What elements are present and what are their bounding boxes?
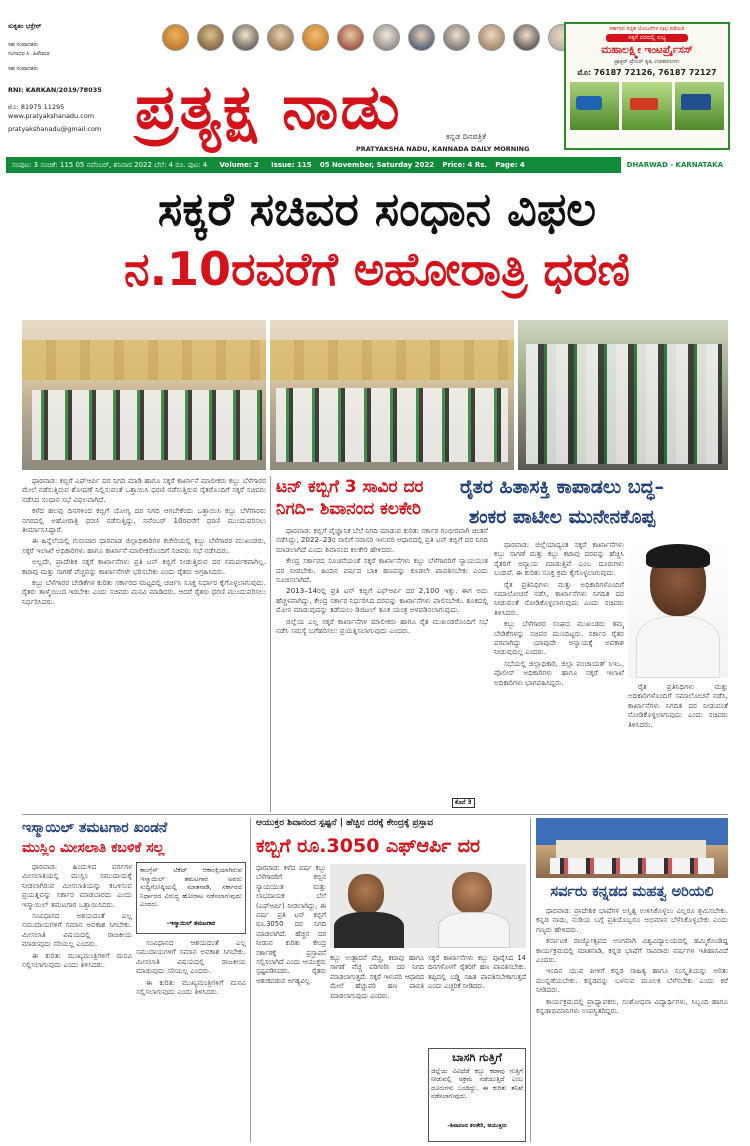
- paragraph: ಜಿಲ್ಲೆಯ ಎಲ್ಲ ಸಕ್ಕರೆ ಕಾರ್ಖಾನೆಗಳ ಮಾಲೀಕರು ಹಾಗೂ ರೈತ ಮುಖಂಡರೊಂದಿಗೆ ಸಭೆ ನಡೆಸಿ ಸಮಸ್ಯೆ ಬಗೆಹರಿಸಲು ಪ್ರಯತ್ನಿಸಲಾಗುವುದು ಎಂದರು.: [276, 616, 488, 636]
- frp-story-headline[interactable]: ಕಬ್ಬಿಗೆ ರೂ.3050 ಎಫ್ಆರ್ಪಿ ದರ: [256, 835, 481, 857]
- paragraph: ಧಾರವಾಡ: ಕಬ್ಬಿಗೆ ಎಫ್ಆರ್ಪಿ ದರ ನಿಗದಿ ಮಾಡಿ ಹಾಗೂ ಸಕ್ಕರೆ ಕಾರ್ಖಾನೆ ಮಾಲೀಕರು ಕಬ್ಬು ಬೆಳೆಗಾರರ ಮೇಲೆ ನಡೆಸುತ್ತಿರುವ ಶೋಷಣೆ ನಿಲ್ಲಿಸುವಂತೆ ಒತ್ತಾಯಿಸಿ ಧರಣಿ ನಡೆಸುತ್ತಿರುವ ರೈತರೊಂದಿಗೆ ಸಕ್ಕರೆ ಸಚಿವರು ನಡೆಸಿದ ಸಂಧಾನ ಸಭೆ ವಿಫಲವಾಗಿದೆ.: [22, 476, 266, 504]
- frp-boxed-note: [428, 1048, 526, 1142]
- column-divider: [250, 818, 251, 1142]
- minister-portrait: [628, 538, 728, 678]
- frp-story-body-continued: ಸಕ್ಕರೆ ಕಾರ್ಖಾನೆಗಳು ಕಬ್ಬು ಪೂರೈಸಿದ 14 ದಿನಗಳೊಳಗೆ ರೈತರಿಗೆ ಹಣ ಪಾವತಿಸಬೇಕು. ತಪ್ಪಿದಲ್ಲಿ ಬಡ್ಡಿ ಸಹಿತ ಪಾವತಿಸಬೇಕಾಗುತ್ತದೆ ಎಂದು ಎಚ್ಚರಿಕೆ ನೀಡಿದರು.: [428, 954, 526, 991]
- ismail-quote-box: [136, 862, 246, 934]
- event-photo: [536, 818, 728, 878]
- masthead-left-info: [8, 22, 108, 134]
- boxed-note-title: ಬಾಸಗಿ ಗುತ್ತಿಗೆ: [452, 1051, 502, 1064]
- ad-product-image: [570, 82, 619, 130]
- issue-volume: Volume: 2: [219, 161, 259, 169]
- cane-story-headline[interactable]: ಟನ್ ಕಬ್ಬಿಗೆ 3 ಸಾವಿರ ದರ: [276, 477, 424, 497]
- rni-number: RNI: KARKAN/2019/78035: [8, 86, 102, 94]
- ismail-quote-caption: –ಇಸ್ಮಾಯಿಲ್ ತಮಟಗಾರ: [166, 920, 216, 927]
- frp-story-kicker[interactable]: ಆಯುಕ್ತರ ಶಿವಾನಂದ ಸ್ಪಷ್ಟನೆ | ಹೆಚ್ಚಿನ ದರಕ್ಕೆ ಕೇಂದ್ರಕ್ಕೆ ಪ್ರಸ್ತಾವ: [256, 818, 434, 828]
- issue-page: Page: 4: [495, 161, 525, 169]
- ismail-story-subheadline[interactable]: ಮುಸ್ಲಿಂ ಮೀಸಲಾತಿ ಕಬಳಿಕೆ ಸಲ್ಲ: [22, 840, 165, 856]
- advertisement[interactable]: [564, 22, 730, 150]
- lead-headline[interactable]: ಸಕ್ಕರೆ ಸಚಿವರ ಸಂಧಾನ ವಿಫಲ: [157, 182, 597, 236]
- issue-number: Issue: 115: [271, 161, 312, 169]
- paragraph: ಕಬ್ಬು ಬೆಳೆಗಾರರ ಬೇಡಿಕೆಗಳ ಕುರಿತು ಸರ್ಕಾರದ ಮಟ್ಟದಲ್ಲಿ ಚರ್ಚಿಸಿ ಸೂಕ್ತ ನಿರ್ಧಾರ ಕೈಗೊಳ್ಳಲಾಗುವುದು. ರೈತರು ತಾಳ್ಮೆಯಿಂದ ಇರಬೇಕು ಎಂದು ಸಚಿವರು ಮನವಿ ಮಾಡಿದರು. ಆದರೆ ರೈತರು ಧರಣಿ ಮುಂದುವರಿಸಲು ನಿರ್ಧರಿಸಿದರು.: [22, 578, 266, 606]
- boxed-note-caption: –ಶಿವಾನಂದ ಕಲಕೇರಿ, ಆಯುಕ್ತರು: [447, 1123, 507, 1129]
- paragraph: ರೈತ ಪ್ರತಿನಿಧಿಗಳು ಮತ್ತು ಅಧಿಕಾರಿಗಳೊಂದಿಗೆ ಸಮಾಲೋಚನೆ ನಡೆಸಿ, ಕಾರ್ಖಾನೆಗಳು ನಿಗದಿತ ದರ ನೀಡುವಂತೆ ನೋಡಿಕೊಳ್ಳಲಾಗುವುದು ಎಂದು ಸಚಿವರು ತಿಳಿಸಿದರು.: [628, 682, 728, 729]
- frp-story-body: ಧಾರವಾಡ: ಕಳೆದ ವರ್ಷ ಕಬ್ಬು ಬೆಳೆಗಾರರಿಗೆ ಕಬ್ಬಿನ ನ್ಯಾಯಯುತ ಮತ್ತು ಲಾಭದಾಯಕ ಬೆಲೆ (ಎಫ್ಆರ್ಪಿ) ನೀಡಲಾಗಿದ್ದು, ಈ ವರ್ಷ ಪ್ರತಿ ಟನ್ ಕಬ್ಬಿಗೆ ರೂ.3050 ದರ ನಿಗದಿ ಮಾಡಲಾಗಿದೆ. ಹೆಚ್ಚಿನ ದರ ನೀಡುವ ಕುರಿತು ಕೇಂದ್ರ ಸರ್ಕಾರಕ್ಕೆ ಪ್ರಸ್ತಾವನೆ ಸಲ್ಲಿಸಲಾಗಿದೆ ಎಂದು ಆಯುಕ್ತರು ಸ್ಪಷ್ಟಪಡಿಸಿದರು. ರೈತರು ಆತಂಕಪಡುವ ಅಗತ್ಯವಿಲ್ಲ.: [256, 864, 326, 985]
- masthead-left-line: ಸುಕೃತಂ ಭಕ್ತೇರ್: [8, 22, 42, 30]
- paragraph: ಧಾರವಾಡ: ಹಿಂದುಳಿದ ವರ್ಗಗಳ ಮೀಸಲಾತಿಯಲ್ಲಿ ಮುಸ್ಲಿಂ ಸಮುದಾಯಕ್ಕೆ ನೀಡಲಾಗಿರುವ ಮೀಸಲಾತಿಯನ್ನು ಕಬಳಿಸುವ ಪ್ರಯತ್ನವನ್ನು ಸರ್ಕಾರ ಮಾಡಬಾರದು ಎಂದು ಇಸ್ಮಾಯಿಲ್ ತಮಟಗಾರ ಒತ್ತಾಯಿಸಿದರು.: [22, 862, 132, 909]
- ad-badge: ಸಕ್ಕರೆ ದರದಲ್ಲಿ ಲಭ್ಯ: [606, 34, 688, 42]
- paragraph: ಈ ಕುರಿತು ಮುಖ್ಯಮಂತ್ರಿಗಳಿಗೆ ಮನವಿ ಸಲ್ಲಿಸಲಾಗುವುದು ಎಂದು ತಿಳಿಸಿದರು.: [136, 977, 246, 997]
- kannada-story-body: [536, 906, 728, 1142]
- paragraph: ಕಾರ್ಯಕ್ರಮದಲ್ಲಿ ಪ್ರಾಧ್ಯಾಪಕರು, ಸಂಶೋಧನಾ ವಿದ್ಯಾರ್ಥಿಗಳು, ಸಿಬ್ಬಂದಿ ಹಾಗೂ ಕನ್ನಡಾಭಿಮಾನಿಗಳು ಉಪಸ್ಥಿತರಿದ್ದರು.: [536, 996, 728, 1016]
- issue-info-bar: [6, 157, 729, 173]
- masthead-left-line: ಸಹ ಸಂಪಾದಕರು: [8, 66, 38, 72]
- mobile-number: ಮೊ: 81975 11295: [8, 103, 65, 111]
- paragraph: ಸಂವಿಧಾನದ ಆಶಯದಂತೆ ಎಲ್ಲ ಸಮುದಾಯಗಳಿಗೆ ಸಮಾನ ಅವಕಾಶ ಸಿಗಬೇಕು. ಮೀಸಲಾತಿ ವಿಷಯದಲ್ಲಿ ರಾಜಕೀಯ ಮಾಡುವುದು ಸರಿಯಲ್ಲ ಎಂದರು.: [22, 911, 132, 949]
- cane-story-subheadline[interactable]: ನಿಗದಿ– ಶಿವಾನಂದ ಕಲಕೇರಿ: [276, 499, 422, 519]
- masthead-left-line: ಸಹ ಸಂಪಾದಕರು: [8, 42, 38, 48]
- paragraph: ಈ ಕುರಿತು ಮುಖ್ಯಮಂತ್ರಿಗಳಿಗೆ ಮನವಿ ಸಲ್ಲಿಸಲಾಗುವುದು ಎಂದು ತಿಳಿಸಿದರು.: [22, 950, 132, 970]
- frp-story-body-continued: ಕಬ್ಬು ಉತ್ಪಾದನೆ ವೆಚ್ಚ, ಕಟಾವು ಹಾಗೂ ಸಾಗಣೆ ವೆಚ್ಚ ಪರಿಗಣಿಸಿ ದರ ನಿಗದಿ ಮಾಡಲಾಗುತ್ತದೆ. ಸಕ್ಕರೆ ಇಳುವರಿ ಆಧಾರದ ಮೇಲೆ ಹೆಚ್ಚುವರಿ ಹಣ ಪಾವತಿ ಮಾಡಲಾಗುವುದು ಎಂದರು.: [330, 954, 424, 1000]
- protest-photo: [22, 320, 266, 470]
- cane-story-body: [276, 526, 488, 798]
- portrait-image: [337, 24, 364, 51]
- portrait-image: [408, 24, 435, 51]
- ismail-quote-text: ಕಾಂಗ್ರೆಸ್ ಟಿಕೆಟ್ ಆಕಾಂಕ್ಷಿಯಾಗಿರುವ ಇಸ್ಮಾಯಿಲ್ ತಮಟಗಾರ ಅವರು ಸುದ್ದಿಗೋಷ್ಠಿಯಲ್ಲಿ ಮಾತನಾಡಿ, ಸರ್ಕಾರದ ನಿರ್ಧಾರದ ವಿರುದ್ಧ ಹೋರಾಟ ನಡೆಸಲಾಗುವುದು ಎಂದರು.: [140, 866, 242, 909]
- farmers-story-subheadline[interactable]: ಶಂಕರ ಪಾಟೀಲ ಮುನೇನಕೊಪ್ಪ: [468, 506, 656, 528]
- paragraph: ಧಾರವಾಡ: ಪ್ರಾದೇಶಿಕ ಭಾಷೆಗಳ ಅಸ್ತಿತ್ವ ಉಳಿಸಿಕೊಳ್ಳಲು ಎಲ್ಲರೂ ಶ್ರಮಿಸಬೇಕು. ಕನ್ನಡ ನಾಡು, ನುಡಿಯ ಬಗ್ಗೆ ಪ್ರತಿಯೊಬ್ಬರೂ ಅಭಿಮಾನ ಬೆಳೆಸಿಕೊಳ್ಳಬೇಕು ಎಂದು ಗಣ್ಯರು ಹೇಳಿದರು.: [536, 906, 728, 934]
- paragraph: ಧಾರವಾಡ: ಜಿಲ್ಲೆಯಾದ್ಯಂತ ಸಕ್ಕರೆ ಕಾರ್ಖಾನೆಗಳು ಕಬ್ಬು ಸಾಗಣೆ ಮತ್ತು ಕಬ್ಬು ಕಟಾವು ದರವನ್ನು ಹೆಚ್ಚಿಸಿ ರೈತರಿಗೆ ಅನ್ಯಾಯ ಮಾಡುತ್ತಿವೆ ಎಂಬ ದೂರುಗಳು ಬಂದಿವೆ. ಈ ಕುರಿತು ಸೂಕ್ತ ಕ್ರಮ ಕೈಗೊಳ್ಳಲಾಗುವುದು.: [494, 540, 624, 578]
- website-link[interactable]: www.pratyakshanadu.com: [8, 112, 95, 120]
- ad-product-image: [675, 82, 724, 130]
- ad-line: ಸರ್ಕಾರದ ಸಬ್ಸಿಡಿ ಯೋಜನೆಗಳ ಲಾಭ ಪಡೆಯಿರಿ: [609, 26, 685, 32]
- column-divider: [530, 818, 531, 1142]
- paragraph: ಇಂದಿನ ಯುವ ಪೀಳಿಗೆ ಕನ್ನಡ ಸಾಹಿತ್ಯ ಹಾಗೂ ಸಂಸ್ಕೃತಿಯನ್ನು ಅರಿತು ಮುನ್ನಡೆಯಬೇಕು. ಕನ್ನಡವನ್ನು ಬಳಸುವ ಮೂಲಕ ಬೆಳೆಸಬೇಕು ಎಂದು ಕರೆ ನೀಡಿದರು.: [536, 966, 728, 995]
- issue-date: 05 November, Saturday 2022: [319, 161, 435, 169]
- email-link[interactable]: pratyakshanadu@gmail.com: [8, 125, 102, 133]
- officials-photo: [330, 864, 526, 948]
- issue-kannada: ಸಂಪುಟ: 3 ಸಂಚಿಕೆ: 115 05 ನವೆಂಬರ್, ಶನಿವಾರ 2022 ಬೆಲೆ: 4 ರೂ. ಪುಟ: 4: [12, 161, 208, 169]
- boxed-note-text: ಜಿಲ್ಲೆಯ ವಿವಿಧೆಡೆ ಕಬ್ಬು ಕಟಾವು ಗುತ್ತಿಗೆ ನೀಡುವಲ್ಲಿ ಅಕ್ರಮ ನಡೆಯುತ್ತಿದೆ ಎಂಬ ದೂರುಗಳು ಬಂದಿದ್ದು, ಈ ಕುರಿತು ತನಿಖೆ ನಡೆಸಲಾಗುವುದು.: [431, 1067, 523, 1101]
- ad-title: ಮಹಾಲಕ್ಷ್ಮೀ ಇಂಟರ್ಪ್ರೈಸಸ್: [601, 44, 693, 56]
- lead-subheadline[interactable]: ನ.10ರವರೆಗೆ ಅಹೋರಾತ್ರಿ ಧರಣಿ: [124, 242, 630, 296]
- ad-phone: ಮೊ: 76187 72126, 76187 72127: [577, 68, 717, 77]
- protest-photo: [270, 320, 514, 470]
- masthead-title: ಪ್ರತ್ಯಕ್ಷ ನಾಡು: [135, 70, 402, 143]
- ismail-story-body: [22, 862, 132, 1142]
- masthead-tagline: ಕನ್ನಡ ದಿನಪತ್ರಿಕೆ: [446, 132, 487, 141]
- lead-story-body: [22, 476, 266, 812]
- portrait-image: [232, 24, 259, 51]
- kannada-story-headline[interactable]: ಸರ್ವರು ಕನ್ನಡದ ಮಹತ್ವ ಅರಿಯಲಿ: [550, 884, 714, 900]
- issue-price: Price: 4 Rs.: [442, 161, 488, 169]
- paragraph: ಅಲ್ಲದೇ, ಪ್ರಾದೇಶಿಕ ಸಕ್ಕರೆ ಕಾರ್ಖಾನೆಗಳು ಪ್ರತಿ ಟನ್ ಕಬ್ಬಿಗೆ ನೀಡುತ್ತಿರುವ ದರ ಸಮರ್ಪಕವಾಗಿಲ್ಲ. ಕಟಾವು ಮತ್ತು ಸಾಗಣೆ ವೆಚ್ಚವನ್ನು ಕಾರ್ಖಾನೆಗಳೇ ಭರಿಸಬೇಕು ಎಂದು ರೈತರು ಆಗ್ರಹಿಸಿದರು.: [22, 557, 266, 576]
- masthead-left-line: ಗಂಗಾಧರ ಸಿ. ಹಿರೇಮಠ: [8, 51, 50, 57]
- column-divider: [270, 476, 271, 812]
- portrait-image: [443, 24, 470, 51]
- paragraph: ಧಾರವಾಡ: ಕಬ್ಬಿಗೆ ವೈಜ್ಞಾನಿಕ ಬೆಲೆ ನಿಗದಿ ಮಾಡುವ ಕುರಿತು ಸರ್ಕಾರ ಗಂಭೀರವಾಗಿ ಚಿಂತನೆ ನಡೆಸಿದ್ದು, 2022–23ರ ಸಾಲಿಗೆ ಸರಾಸರಿ ಇಳುವರಿ ಆಧಾರದಲ್ಲಿ ಪ್ರತಿ ಟನ್ ಕಬ್ಬಿಗೆ ದರ ನಿಗದಿ ಮಾಡಲಾಗಿದೆ ಎಂದು ಶಿವಾನಂದ ಕಲಕೇರಿ ಹೇಳಿದರು.: [276, 526, 488, 554]
- portrait-image: [162, 24, 189, 51]
- section-divider: [22, 814, 728, 815]
- portrait-image: [267, 24, 294, 51]
- ismail-story-headline[interactable]: ಇಸ್ಮಾಯಿಲ್ ತಮಟಗಾರ ಖಂಡನೆ: [22, 820, 168, 836]
- issue-place: DHARWAD - KARNATAKA: [621, 157, 729, 173]
- paragraph: ಕರ್ನಾಟಕ ರಾಜ್ಯೋತ್ಸವದ ಅಂಗವಾಗಿ ವಿಶ್ವವಿದ್ಯಾಲಯದಲ್ಲಿ ಹಮ್ಮಿಕೊಂಡಿದ್ದ ಕಾರ್ಯಕ್ರಮದಲ್ಲಿ ಮಾತನಾಡಿ, ಕನ್ನಡ ಭಾಷೆಗೆ ಸಾವಿರಾರು ವರ್ಷಗಳ ಇತಿಹಾಸವಿದೆ ಎಂದರು.: [536, 936, 728, 965]
- farmers-story-headline[interactable]: ರೈತರ ಹಿತಾಸಕ್ತಿ ಕಾಪಾಡಲು ಬದ್ಧ–: [460, 476, 664, 498]
- ismail-story-body-continued: [136, 938, 246, 1142]
- continued-label[interactable]: ಕೊನೆ 3: [452, 798, 475, 808]
- paragraph: ಸಭೆಯಲ್ಲಿ ಜಿಲ್ಲಾಧಿಕಾರಿ, ಜಿಲ್ಲಾ ಪಂಚಾಯತ್ ಸಿಇಒ, ಪೊಲೀಸ್ ಅಧಿಕಾರಿಗಳು ಹಾಗೂ ಸಕ್ಕರೆ ಇಲಾಖೆ ಅಧಿಕಾರಿಗಳು ಭಾಗವಹಿಸಿದ್ದರು.: [494, 658, 624, 687]
- farmers-story-body-continued: [628, 682, 728, 812]
- farmers-story-body: [494, 540, 624, 810]
- protest-photo: [518, 320, 728, 470]
- paragraph: ಕಳೆದ ಹಲವು ದಿನಗಳಿಂದ ಕಬ್ಬಿಗೆ ಯೋಗ್ಯ ದರ ನಿಗದಿ ಆಗಬೇಕೆಂದು ಒತ್ತಾಯಿಸಿ ಕಬ್ಬು ಬೆಳೆಗಾರರು ನಗರದಲ್ಲಿ ಅಹೋರಾತ್ರಿ ಧರಣಿ ನಡೆಸುತ್ತಿದ್ದು, ನವೆಂಬರ್ 10ರವರೆಗೆ ಧರಣಿ ಮುಂದುವರಿಸಲು ತೀರ್ಮಾನಿಸಿದ್ದಾರೆ.: [22, 506, 266, 535]
- masthead-english: PRATYAKSHA NADU, KANNADA DAILY MORNING: [356, 145, 530, 153]
- paragraph: ಈ ಹಿನ್ನೆಲೆಯಲ್ಲಿ ಗುರುವಾರ ಧಾರವಾಡ ಜಿಲ್ಲಾಧಿಕಾರಿಗಳ ಕಚೇರಿಯಲ್ಲಿ ಕಬ್ಬು ಬೆಳೆಗಾರರ ಮುಖಂಡರು, ಸಕ್ಕರೆ ಇಲಾಖೆ ಅಧಿಕಾರಿಗಳು ಹಾಗೂ ಕಾರ್ಖಾನೆ ಮಾಲೀಕರೊಂದಿಗೆ ಸಚಿವರು ಸಭೆ ನಡೆಸಿದರು.: [22, 536, 266, 555]
- paragraph: 2013–14ರಲ್ಲಿ ಪ್ರತಿ ಟನ್ ಕಬ್ಬಿಗೆ ಎಫ್ಆರ್ಪಿ ದರ 2,100 ಇತ್ತು. ಈಗ ಅದು ಹೆಚ್ಚಳವಾಗಿದ್ದು, ಕೇಂದ್ರ ಸರ್ಕಾರ ನಿರ್ಧರಿಸಿದ ದರವನ್ನು ಕಾರ್ಖಾನೆಗಳು ಪಾಲಿಸಬೇಕು. ತೂಕದಲ್ಲಿ ಮೋಸ ಮಾಡುವುದನ್ನು ತಡೆಯಲು ಡಿಜಿಟಲ್ ತೂಕ ಯಂತ್ರ ಅಳವಡಿಸಲಾಗುವುದು.: [276, 586, 488, 615]
- ad-product-images: [570, 82, 724, 130]
- portrait-image: [478, 24, 505, 51]
- paragraph: ಕೇಂದ್ರ ಸರ್ಕಾರದ ಸೂಚನೆಯಂತೆ ಸಕ್ಕರೆ ಕಾರ್ಖಾನೆಗಳು ಕಬ್ಬು ಬೆಳೆಗಾರರಿಗೆ ನ್ಯಾಯಯುತ ದರ ನೀಡಬೇಕು. ಹಿಂದಿನ ವರ್ಷದ ಬಾಕಿ ಹಣವನ್ನು ಕೂಡಲೇ ಪಾವತಿಸಬೇಕು ಎಂದು ಸೂಚಿಸಲಾಗಿದೆ.: [276, 556, 488, 585]
- portrait-strip: [162, 24, 542, 54]
- portrait-image: [302, 24, 329, 51]
- paragraph: ಕಬ್ಬು ಬೆಳೆಗಾರರ ಸಂಘದ ಮುಖಂಡರು ತಮ್ಮ ಬೇಡಿಕೆಗಳನ್ನು ಸಚಿವರ ಮುಂದಿಟ್ಟರು. ಸರ್ಕಾರ ರೈತರ ಪರವಾಗಿದ್ದು ಯಾವುದೇ ಅನ್ಯಾಯಕ್ಕೆ ಅವಕಾಶ ನೀಡುವುದಿಲ್ಲ ಎಂದರು.: [494, 619, 624, 657]
- ad-line: ಟ್ರಾಕ್ಟರ್ ಟ್ರೇಲರ್ ಕೃಷಿ ಉಪಕರಣಗಳು: [614, 59, 680, 65]
- paragraph: ಸಂವಿಧಾನದ ಆಶಯದಂತೆ ಎಲ್ಲ ಸಮುದಾಯಗಳಿಗೆ ಸಮಾನ ಅವಕಾಶ ಸಿಗಬೇಕು. ಮೀಸಲಾತಿ ವಿಷಯದಲ್ಲಿ ರಾಜಕೀಯ ಮಾಡುವುದು ಸರಿಯಲ್ಲ ಎಂದರು.: [136, 938, 246, 976]
- portrait-image: [197, 24, 224, 51]
- ad-product-image: [622, 82, 671, 130]
- portrait-image: [373, 24, 400, 51]
- portrait-image: [513, 24, 540, 51]
- paragraph: ರೈತ ಪ್ರತಿನಿಧಿಗಳು ಮತ್ತು ಅಧಿಕಾರಿಗಳೊಂದಿಗೆ ಸಮಾಲೋಚನೆ ನಡೆಸಿ, ಕಾರ್ಖಾನೆಗಳು ನಿಗದಿತ ದರ ನೀಡುವಂತೆ ನೋಡಿಕೊಳ್ಳಲಾಗುವುದು ಎಂದು ಸಚಿವರು ತಿಳಿಸಿದರು.: [494, 579, 624, 617]
